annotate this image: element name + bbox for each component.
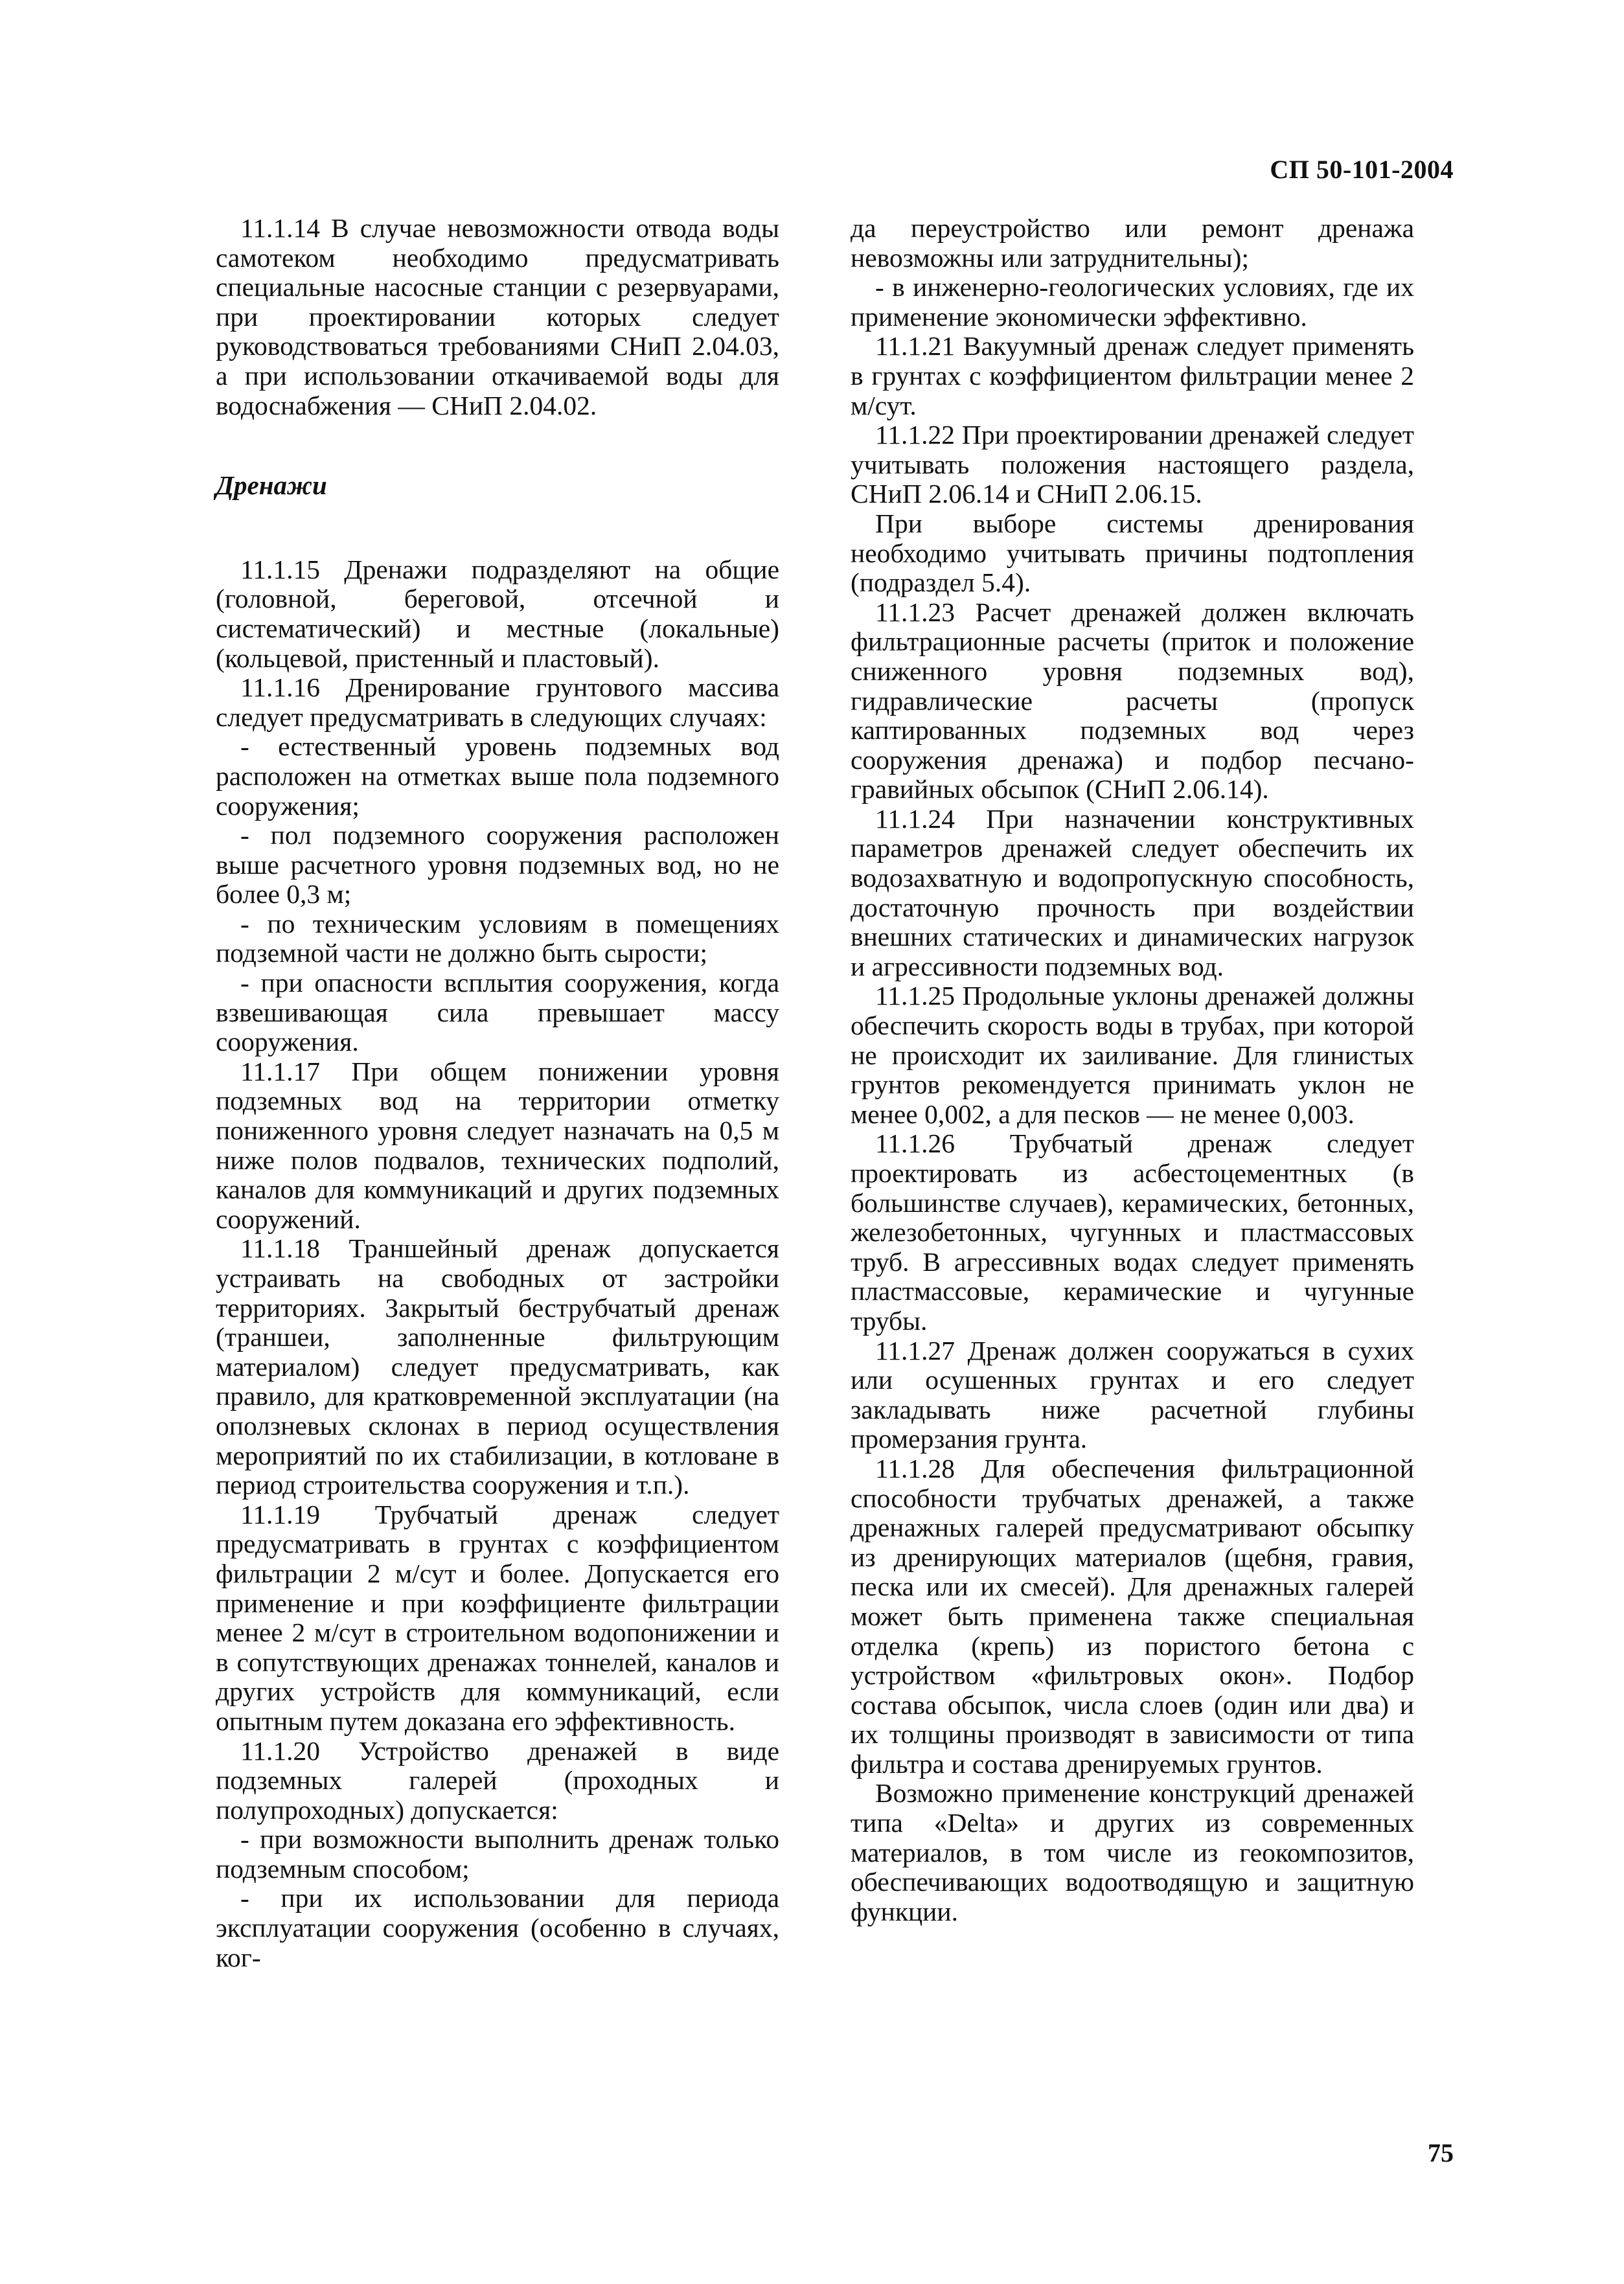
clause-11-1-15: 11.1.15 Дренажи подразделяют на общие (головной, береговой, отсечной и систематический) и местные (локальные) (кольцевой, пристенный и пластовый).	[216, 554, 779, 673]
section-heading-drainage: Дренажи	[216, 470, 327, 501]
clause-11-1-14: 11.1.14 В случае невозможности отвода воды самотеком необходимо предусматривать специальные насосные станции с резервуарами, при проектировании которых следует руководствоваться требованиями СНиП 2.04.03, а при использовании откачиваемой воды для водоснабжения — СНиП 2.04.02.	[216, 213, 779, 420]
clause-11-1-24: 11.1.24 При назначении конструктивных параметров дренажей следует обеспечить их водозахватную и водопропускную способность, достаточную прочность при воздействии внешних статических и динамических нагрузок и агрессивности подземных вод.	[851, 803, 1414, 981]
page-number: 75	[1428, 2138, 1454, 2167]
clause-11-1-20-item-b-continued: да переустройство или ремонт дренажа невозможны или затруднительны);	[851, 213, 1414, 273]
document-code: СП 50-101-2004	[1270, 155, 1454, 184]
clause-11-1-20-item-a: - при возможности выполнить дренаж только подземным способом;	[216, 1824, 779, 1884]
clause-11-1-16-item-b: - пол подземного сооружения расположен выше расчетного уровня подземных вод, но не более 0,3 м;	[216, 820, 779, 909]
clause-11-1-22: 11.1.22 При проектировании дренажей следует учитывать положения настоящего раздела, СНиП 2.06.14 и СНиП 2.06.15.	[851, 420, 1414, 509]
clause-11-1-16-item-a: - естественный уровень подземных вод расположен на отметках выше пола подземного сооружения;	[216, 731, 779, 821]
clause-11-1-16: 11.1.16 Дренирование грунтового массива следует предусматривать в следующих случаях:	[216, 672, 779, 732]
clause-11-1-22-note: При выборе системы дренирования необходимо учитывать причины подтопления (подраздел 5.4).	[851, 508, 1414, 598]
clause-11-1-18: 11.1.18 Траншейный дренаж допускается устраивать на свободных от застройки территориях. Закрытый беструбчатый дренаж (траншеи, заполненные фильтрующим материалом) следует предусматривать, как правило, для кратковременной эксплуатации (на оползневых склонах в период осуществления мероприятий по их стабилизации, в котловане в период строительства сооружения и т.п.).	[216, 1233, 779, 1500]
left-column	[216, 214, 779, 1972]
clause-11-1-16-item-c: - по техническим условиям в помещениях подземной части не должно быть сырости;	[216, 908, 779, 968]
right-column	[851, 214, 1414, 1926]
clause-11-1-27: 11.1.27 Дренаж должен сооружаться в сухих или осушенных грунтах и его следует закладывать ниже расчетной глубины промерзания грунта.	[851, 1335, 1414, 1454]
clause-11-1-28: 11.1.28 Для обеспечения фильтрационной способности трубчатых дренажей, а также дренажных галерей предусматривают обсыпку из дренирующих материалов (щебня, гравия, песка или их смесей). Для дренажных галерей может быть применена также специальная отделка (крепь) из пористого бетона с устройством «фильтровых окон». Подбор состава обсыпок, числа слоев (один или два) и их толщины производят в зависимости от типа фильтра и состава дренируемых грунтов.	[851, 1453, 1414, 1779]
clause-11-1-21: 11.1.21 Вакуумный дренаж следует применять в грунтах с коэффициентом фильтрации менее 2 м/сут.	[851, 331, 1414, 420]
clause-11-1-16-item-d: - при опасности всплытия сооружения, когда взвешивающая сила превышает массу сооружения.	[216, 968, 779, 1057]
clause-11-1-26: 11.1.26 Трубчатый дренаж следует проектировать из асбестоцементных (в большинстве случаев), керамических, бетонных, железобетонных, чугунных и пластмассовых труб. В агрессивных водах следует применять пластмассовые, керамические и чугунные трубы.	[851, 1128, 1414, 1336]
clause-11-1-17: 11.1.17 При общем понижении уровня подземных вод на территории отметку пониженного уровня следует назначать на 0,5 м ниже полов подвалов, технических подполий, каналов для коммуникаций и других подземных сооружений.	[216, 1056, 779, 1234]
clause-11-1-19: 11.1.19 Трубчатый дренаж следует предусматривать в грунтах с коэффициентом фильтрации 2 м/сут и более. Допускается его применение и при коэффициенте фильтрации менее 2 м/сут в строительном водопонижении и в сопутствующих дренажах тоннелей, каналов и других устройств для коммуникаций, если опытным путем доказана его эффективность.	[216, 1499, 779, 1736]
clause-11-1-20-item-c: - в инженерно-геологических условиях, где их применение экономически эффективно.	[851, 272, 1414, 332]
clause-11-1-25: 11.1.25 Продольные уклоны дренажей должны обеспечить скорость воды в трубах, при которой не происходит их заиливание. Для глинистых грунтов рекомендуется принимать уклон не менее 0,002, а для песков — не менее 0,003.	[851, 981, 1414, 1129]
clause-11-1-23: 11.1.23 Расчет дренажей должен включать фильтрационные расчеты (приток и положение сниженного уровня подземных вод), гидравлические расчеты (пропуск каптированных подземных вод через сооружения дренажа) и подбор песчано-гравийных обсыпок (СНиП 2.06.14).	[851, 597, 1414, 805]
clause-11-1-20-item-b: - при их использовании для периода эксплуатации сооружения (особенно в случаях, ког-	[216, 1883, 779, 1972]
clause-11-1-28-note: Возможно применение конструкций дренажей типа «Delta» и других из современных материалов, в том числе из геокомпозитов, обеспечивающих водоотводящую и защитную функции.	[851, 1778, 1414, 1926]
clause-11-1-20: 11.1.20 Устройство дренажей в виде подземных галерей (проходных и полупроходных) допускается:	[216, 1735, 779, 1825]
